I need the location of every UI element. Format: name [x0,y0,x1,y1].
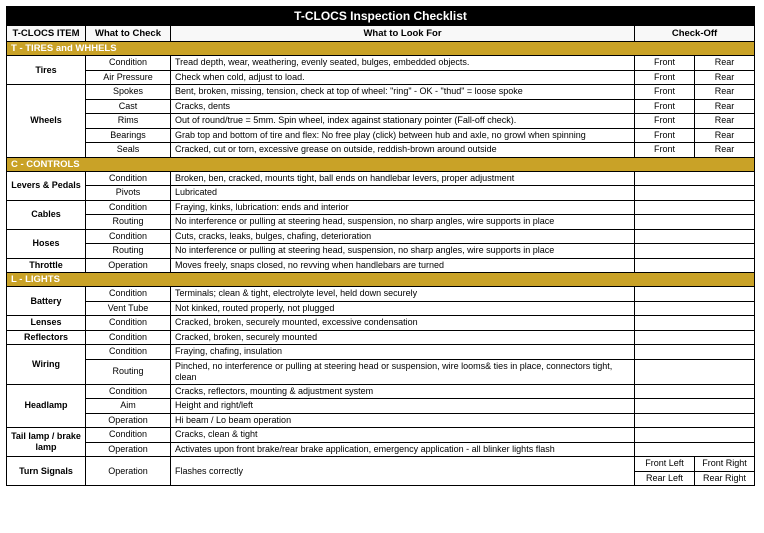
table-row [7,413,755,428]
what-to-look-for: Cracks, dents [171,99,635,114]
what-to-look-for: Terminals; clean & tight, electrolyte level, held down securely [171,287,635,302]
checkoff-cell[interactable] [635,229,755,244]
checkoff-cell[interactable] [635,316,755,331]
checkoff-cell[interactable]: Rear [695,143,755,158]
table-row [7,56,755,71]
checkoff-cell[interactable] [635,345,755,360]
table-row [7,384,755,399]
checkoff-cell[interactable] [635,413,755,428]
what-to-look-for: Moves freely, snaps closed, no revving when handlebars are turned [171,258,635,273]
what-to-look-for: Cracked, cut or torn, excessive grease on outside, reddish-brown around outside [171,143,635,158]
header-item: T-CLOCS ITEM [7,26,86,42]
checkoff-cell[interactable]: Front [635,70,695,85]
table-row [7,244,755,259]
what-to-check: Cast [86,99,171,114]
what-to-look-for: Broken, ben, cracked, mounts tight, ball ends on handlebar levers, proper adjustment [171,171,635,186]
header-check: What to Check [86,26,171,42]
table-row [7,85,755,100]
item-name: Tail lamp / brake lamp [7,428,86,457]
table-row [7,330,755,345]
what-to-check: Routing [86,359,171,384]
table-row [7,428,755,443]
what-to-look-for: No interference or pulling at steering head, suspension, no sharp angles, wire supports in place [171,244,635,259]
checkoff-cell[interactable] [635,399,755,414]
section-title: T - TIRES and WHHELS [7,42,755,56]
table-row [7,70,755,85]
checkoff-cell[interactable]: Front [635,128,695,143]
item-name: Turn Signals [7,457,86,486]
what-to-check: Condition [86,200,171,215]
what-to-look-for: Tread depth, wear, weathering, evenly seated, bulges, embedded objects. [171,56,635,71]
checkoff-cell[interactable]: Rear [695,99,755,114]
what-to-check: Condition [86,345,171,360]
checkoff-cell[interactable]: Rear [695,114,755,129]
what-to-check: Operation [86,442,171,457]
section-row [7,157,755,171]
checkoff-cell[interactable]: Rear [695,85,755,100]
section-title: L - LIGHTS [7,273,755,287]
what-to-look-for: Pinched, no interference or pulling at steering head or suspension, wire looms& ties in place, connectors tight, clean [171,359,635,384]
what-to-check: Operation [86,413,171,428]
checkoff-cell[interactable] [635,215,755,230]
what-to-check: Condition [86,229,171,244]
checkoff-cell[interactable]: Front [635,85,695,100]
table-row [7,301,755,316]
checkoff-cell[interactable] [635,359,755,384]
table-row [7,457,755,472]
item-name: Headlamp [7,384,86,428]
what-to-check: Vent Tube [86,301,171,316]
what-to-check: Spokes [86,85,171,100]
what-to-check: Condition [86,428,171,443]
table-row [7,99,755,114]
item-name: Throttle [7,258,86,273]
checkoff-cell[interactable]: Front [635,99,695,114]
section-row [7,42,755,56]
table-row [7,215,755,230]
header-row [7,26,755,42]
what-to-look-for: Cracks, reflectors, mounting & adjustment system [171,384,635,399]
item-name: Lenses [7,316,86,331]
checkoff-cell[interactable] [635,200,755,215]
table-row [7,442,755,457]
item-name: Wheels [7,85,86,158]
what-to-check: Bearings [86,128,171,143]
table-row [7,186,755,201]
what-to-look-for: Height and right/left [171,399,635,414]
what-to-look-for: Grab top and bottom of tire and flex: No free play (click) between hub and axle, no growl when spinning [171,128,635,143]
checklist-sheet [6,6,754,486]
checkoff-cell[interactable] [635,428,755,443]
what-to-check: Aim [86,399,171,414]
what-to-look-for: Flashes correctly [171,457,635,486]
what-to-check: Seals [86,143,171,158]
what-to-look-for: Fraying, kinks, lubrication: ends and interior [171,200,635,215]
item-name: Battery [7,287,86,316]
checkoff-cell[interactable]: Front [635,56,695,71]
header-checkoff: Check-Off [635,26,755,42]
checkoff-cell[interactable] [635,301,755,316]
item-name: Levers & Pedals [7,171,86,200]
what-to-look-for: Cuts, cracks, leaks, bulges, chafing, deterioration [171,229,635,244]
checkoff-cell[interactable]: Front [635,143,695,158]
checkoff-cell[interactable]: Front Left [635,457,695,472]
what-to-look-for: Cracked, broken, securely mounted, excessive condensation [171,316,635,331]
checkoff-cell[interactable] [635,384,755,399]
checklist-title: T-CLOCS Inspection Checklist [7,7,755,26]
title-row [7,7,755,26]
table-row [7,316,755,331]
checkoff-cell[interactable]: Rear Right [695,471,755,486]
table-row [7,128,755,143]
table-row [7,399,755,414]
checkoff-cell[interactable]: Front Right [695,457,755,472]
table-row [7,359,755,384]
item-name: Cables [7,200,86,229]
what-to-look-for: Bent, broken, missing, tension, check at top of wheel: "ring" - OK - "thud" = loose spoke [171,85,635,100]
checkoff-cell[interactable] [635,330,755,345]
what-to-look-for: Cracks, clean & tight [171,428,635,443]
table-row [7,258,755,273]
checkoff-cell[interactable]: Rear [695,70,755,85]
what-to-check: Air Pressure [86,70,171,85]
table-row [7,345,755,360]
what-to-check: Routing [86,215,171,230]
what-to-look-for: Fraying, chafing, insulation [171,345,635,360]
what-to-check: Condition [86,384,171,399]
what-to-look-for: Out of round/true = 5mm. Spin wheel, index against stationary pointer (Fall-off check). [171,114,635,129]
item-name: Wiring [7,345,86,385]
what-to-look-for: Activates upon front brake/rear brake application, emergency application - all blinker lights flash [171,442,635,457]
what-to-check: Condition [86,330,171,345]
what-to-check: Condition [86,287,171,302]
checkoff-cell[interactable] [635,244,755,259]
checkoff-cell[interactable]: Rear [695,56,755,71]
checkoff-cell[interactable] [635,171,755,186]
what-to-check: Routing [86,244,171,259]
what-to-check: Condition [86,56,171,71]
what-to-look-for: Not kinked, routed properly, not plugged [171,301,635,316]
checkoff-cell[interactable] [635,442,755,457]
item-name: Hoses [7,229,86,258]
what-to-look-for: No interference or pulling at steering head, suspension, no sharp angles, wire supports in place [171,215,635,230]
what-to-check: Condition [86,171,171,186]
table-row [7,143,755,158]
what-to-check: Operation [86,457,171,486]
what-to-check: Pivots [86,186,171,201]
what-to-check: Rims [86,114,171,129]
checkoff-cell[interactable] [635,287,755,302]
item-name: Reflectors [7,330,86,345]
checkoff-cell[interactable]: Front [635,114,695,129]
what-to-look-for: Lubricated [171,186,635,201]
checkoff-cell[interactable] [635,258,755,273]
item-name: Tires [7,56,86,85]
what-to-look-for: Hi beam / Lo beam operation [171,413,635,428]
section-row [7,273,755,287]
table-row [7,200,755,215]
header-look: What to Look For [171,26,635,42]
table-row [7,171,755,186]
checkoff-cell[interactable]: Rear [695,128,755,143]
what-to-look-for: Cracked, broken, securely mounted [171,330,635,345]
table-row [7,287,755,302]
section-title: C - CONTROLS [7,157,755,171]
checkoff-cell[interactable]: Rear Left [635,471,695,486]
checklist-table [6,6,755,486]
table-row [7,229,755,244]
what-to-look-for: Check when cold, adjust to load. [171,70,635,85]
table-row [7,114,755,129]
what-to-check: Operation [86,258,171,273]
checkoff-cell[interactable] [635,186,755,201]
what-to-check: Condition [86,316,171,331]
